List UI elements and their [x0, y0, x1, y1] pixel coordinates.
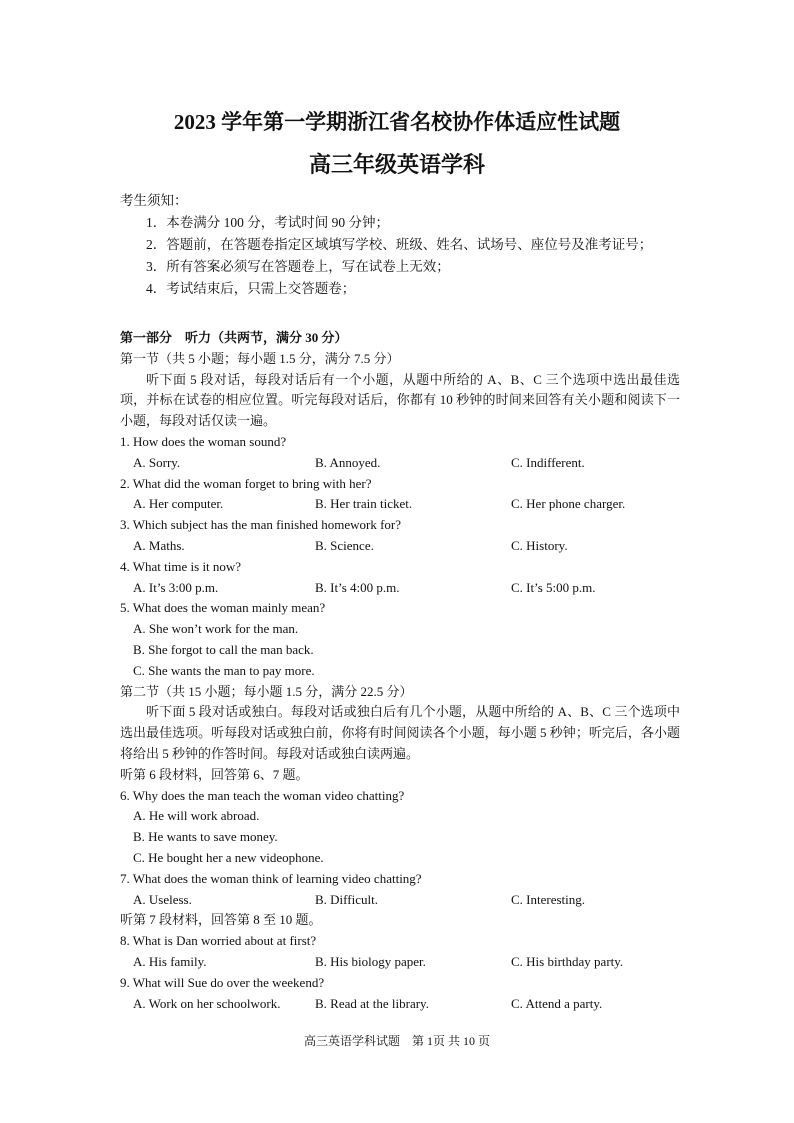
- option-c: C. He bought her a new videophone.: [133, 849, 324, 865]
- option-a: A. It’s 3:00 p.m.: [133, 579, 219, 595]
- option-c: C. Her phone charger.: [511, 496, 626, 512]
- exam-title: 2023 学年第一学期浙江省名校协作体适应性试题: [173, 110, 621, 134]
- option-a: A. Maths.: [133, 537, 185, 553]
- option-c: C. Interesting.: [511, 891, 586, 907]
- question-1: 1. How does the woman sound?: [120, 433, 287, 449]
- question-2: 2. What did the woman forget to bring with her?: [120, 475, 372, 491]
- option-b: B. She forgot to call the man back.: [133, 641, 314, 657]
- question-8: 8. What is Dan worried about at first?: [120, 933, 317, 949]
- question-7-options: [120, 890, 680, 911]
- section2-instructions: 听下面 5 段对话或独白。每段对话或独白后有几个小题，从题中所给的 A、B、C 三个选项中选出最佳选项。听每段对话或独白前，你将有时间阅读各个小题，每小题 5 秒钟；听完后，各小题将给出 5 秒钟的作答时间。每段对话或独白读两遍。: [120, 704, 680, 761]
- option-a: A. Useless.: [133, 891, 192, 907]
- notice-item: 1．本卷满分 100 分，考试时间 90 分钟；: [146, 215, 389, 230]
- section1-instructions: 听下面 5 段对话，每段对话后有一个小题，从题中所给的 A、B、C 三个选项中选出最佳选项，并标在试卷的相应位置。听完每段对话后，你都有 10 秒钟的时间来回答有关小题和阅读下一小题，每段对话仅读一遍。: [120, 371, 680, 429]
- question-8-options: [120, 952, 680, 973]
- notice-item: 2．答题前，在答题卷指定区域填写学校、班级、姓名、试场号、座位号及准考证号；: [146, 237, 653, 252]
- option-c: C. She wants the man to pay more.: [133, 662, 315, 678]
- listening-part: [120, 328, 680, 1014]
- notice-heading: 考生须知：: [120, 193, 188, 208]
- option-b: B. His biology paper.: [315, 953, 426, 969]
- exam-subtitle: 高三年级英语学科: [308, 152, 485, 177]
- option-a: A. Her computer.: [133, 496, 224, 512]
- question-6: 6. Why does the man teach the woman video chatting?: [120, 787, 405, 803]
- option-a: A. His family.: [133, 953, 207, 969]
- option-c: C. His birthday party.: [511, 953, 624, 969]
- option-b: B. Read at the library.: [315, 995, 429, 1011]
- notice-item: 4．考试结束后，只需上交答题卷；: [146, 281, 356, 296]
- option-b: B. It’s 4:00 p.m.: [315, 579, 400, 595]
- page-footer: 高三英语学科试题 第 1页 共 10 页: [303, 1034, 490, 1048]
- question-9: 9. What will Sue do over the weekend?: [120, 974, 325, 990]
- option-c: C. It’s 5:00 p.m.: [511, 579, 596, 595]
- question-9-options: [120, 994, 680, 1015]
- option-c: C. History.: [511, 537, 568, 553]
- option-c: C. Attend a party.: [511, 995, 603, 1011]
- notice-item: 3．所有答案必须写在答题卷上，写在试卷上无效；: [146, 259, 450, 274]
- option-b: B. Difficult.: [315, 891, 378, 907]
- question-4-options: [120, 578, 680, 599]
- question-3-options: [120, 536, 680, 557]
- material-7-note: 听第 7 段材料，回答第 8 至 10 题。: [120, 912, 322, 928]
- option-a: A. He will work abroad.: [133, 808, 260, 824]
- question-5: 5. What does the woman mainly mean?: [120, 600, 326, 616]
- part1-heading: 第一部分 听力（共两节，满分 30 分）: [120, 330, 348, 345]
- question-7: 7. What does the woman think of learning video chatting?: [120, 870, 422, 886]
- option-a: A. Sorry.: [133, 454, 181, 470]
- option-b: B. Annoyed.: [315, 454, 381, 470]
- option-c: C. Indifferent.: [511, 454, 585, 470]
- question-2-options: [120, 494, 680, 515]
- option-a: A. She won’t work for the man.: [133, 621, 299, 637]
- notice-block: [120, 190, 680, 300]
- option-b: B. He wants to save money.: [133, 829, 278, 845]
- section2-heading: 第二节（共 15 小题；每小题 1.5 分，满分 22.5 分）: [120, 683, 413, 699]
- material-6-note: 听第 6 段材料，回答第 6、7 题。: [120, 766, 309, 782]
- question-3: 3. Which subject has the man finished homework for?: [120, 517, 401, 533]
- section1-heading: 第一节（共 5 小题；每小题 1.5 分，满分 7.5 分）: [120, 350, 400, 366]
- question-1-options: [120, 453, 680, 474]
- option-b: B. Her train ticket.: [315, 496, 413, 512]
- option-b: B. Science.: [315, 537, 374, 553]
- question-4: 4. What time is it now?: [120, 558, 242, 574]
- option-a: A. Work on her schoolwork.: [133, 995, 281, 1011]
